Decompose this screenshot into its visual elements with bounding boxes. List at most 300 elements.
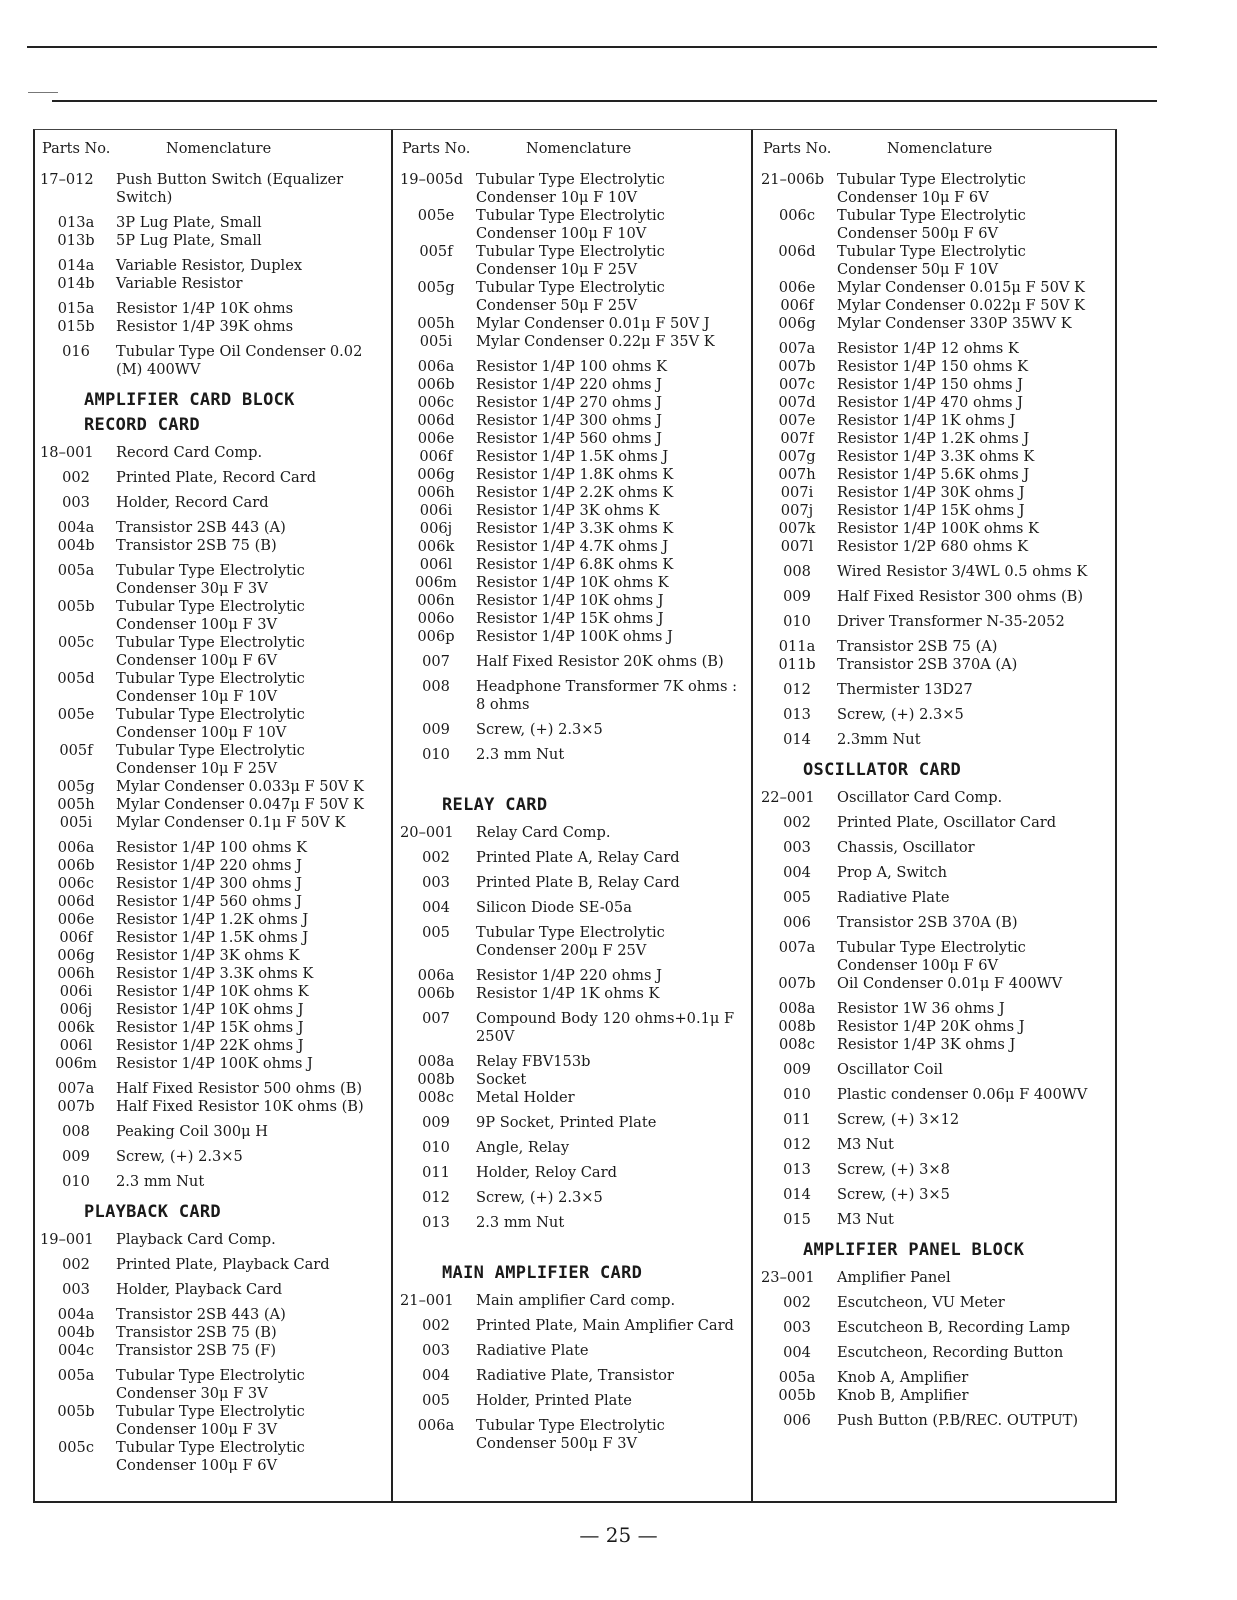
part-row (757, 340, 1113, 358)
part-nomenclature: Mylar Condenser 0.22μ F 35V K (476, 333, 715, 350)
part-row (396, 1342, 751, 1360)
part-nomenclature: Peaking Coil 300μ H (116, 1123, 269, 1140)
part-nomenclature: Resistor 1/4P 3K ohms J (837, 1036, 1016, 1053)
part-row (396, 899, 751, 917)
part-row (36, 598, 386, 634)
part-number: 007a (778, 340, 816, 357)
part-number: 006d (417, 412, 455, 429)
part-row (757, 1211, 1113, 1229)
part-group (757, 1412, 1113, 1430)
part-nomenclature: Tubular Type Oil Condenser 0.02 (M) 400WV (116, 343, 363, 378)
part-row (396, 1164, 751, 1182)
part-nomenclature: Record Card Comp. (116, 444, 263, 461)
part-nomenclature: Escutcheon, Recording Button (837, 1344, 1064, 1361)
part-row (36, 494, 386, 512)
part-row (757, 1294, 1113, 1312)
part-nomenclature: 2.3mm Nut (837, 731, 921, 748)
part-nomenclature: Screw, (+) 3×12 (837, 1111, 960, 1128)
part-number: 010 (422, 746, 450, 763)
part-number: 004 (422, 1367, 450, 1384)
part-group (396, 653, 751, 671)
part-row (757, 538, 1113, 556)
part-number: 005e (417, 207, 455, 224)
part-number: 006b (417, 376, 455, 393)
part-number: 006c (57, 875, 95, 892)
part-nomenclature: Printed Plate, Main Amplifier Card (476, 1317, 734, 1334)
part-number: 007 (422, 1010, 450, 1027)
part-row (757, 279, 1113, 297)
part-row (396, 985, 751, 1003)
part-row (757, 681, 1113, 699)
part-number: 013a (57, 214, 95, 231)
part-number: 005a (57, 1367, 95, 1384)
part-row (36, 742, 386, 778)
part-nomenclature: Resistor 1/4P 4.7K ohms J (476, 538, 669, 555)
part-nomenclature: Resistor 1/4P 300 ohms J (476, 412, 662, 429)
part-number: 011a (778, 638, 816, 655)
part-row (757, 1161, 1113, 1179)
part-nomenclature: Resistor 1/4P 6.8K ohms K (476, 556, 674, 573)
part-number: 006d (778, 243, 816, 260)
part-number: 010 (783, 1086, 811, 1103)
part-nomenclature: Resistor 1/4P 3.3K ohms K (116, 965, 314, 982)
part-row (36, 275, 386, 293)
part-group (36, 562, 386, 832)
part-row (396, 556, 751, 574)
part-group (757, 814, 1113, 832)
part-nomenclature: Resistor 1/4P 10K ohms K (476, 574, 669, 591)
header-nomenclature: Nomenclature (526, 141, 632, 157)
part-row (36, 469, 386, 487)
part-nomenclature: Mylar Condenser 0.047μ F 50V K (116, 796, 364, 813)
part-row (396, 412, 751, 430)
part-number: 005 (422, 924, 450, 941)
part-row (36, 1403, 386, 1439)
part-number: 007b (778, 975, 816, 992)
part-number: 006c (778, 207, 816, 224)
part-nomenclature: Prop A, Switch (837, 864, 947, 881)
part-nomenclature: Resistor 1/4P 100K ohms K (837, 520, 1039, 537)
part-row (396, 592, 751, 610)
part-number: 005b (57, 598, 95, 615)
part-group (757, 613, 1113, 631)
part-nomenclature: Tubular Type Electrolytic Condenser 30μ F 3V (116, 1367, 305, 1402)
part-row (36, 519, 386, 537)
part-nomenclature: 9P Socket, Printed Plate (476, 1114, 657, 1131)
part-number: 008 (422, 678, 450, 695)
part-nomenclature: Resistor 1/4P 220 ohms J (476, 376, 662, 393)
part-number: 17–012 (40, 171, 94, 188)
part-nomenclature: Tubular Type Electrolytic Condenser 500μ F 6V (837, 207, 1026, 242)
part-number: 006m (415, 574, 457, 591)
part-number: 007e (778, 412, 816, 429)
part-row (396, 1392, 751, 1410)
section-heading: AMPLIFIER CARD BLOCK (84, 390, 295, 410)
part-number: 011 (422, 1164, 450, 1181)
part-number: 009 (422, 1114, 450, 1131)
part-nomenclature: Resistor 1/4P 3K ohms K (476, 502, 660, 519)
part-row (396, 430, 751, 448)
part-row (757, 1412, 1113, 1430)
part-row (757, 1269, 1113, 1287)
part-row (757, 1036, 1113, 1054)
part-row (396, 610, 751, 628)
part-row (36, 965, 386, 983)
part-row (396, 358, 751, 376)
part-nomenclature: Resistor 1/4P 1.5K ohms J (116, 929, 309, 946)
part-number: 005a (57, 562, 95, 579)
part-number: 009 (783, 588, 811, 605)
part-number: 004a (57, 1306, 95, 1323)
part-row (396, 1071, 751, 1089)
part-group (396, 1317, 751, 1335)
part-group (36, 1173, 386, 1191)
part-row (757, 975, 1113, 993)
part-nomenclature: Oscillator Coil (837, 1061, 943, 1078)
part-nomenclature: Tubular Type Electrolytic Condenser 100μ F 6V (116, 634, 305, 669)
part-number: 006 (783, 1412, 811, 1429)
part-number: 006n (417, 592, 455, 609)
part-number: 003 (783, 1319, 811, 1336)
part-nomenclature: Screw, (+) 3×5 (837, 1186, 950, 1203)
part-nomenclature: M3 Nut (837, 1136, 894, 1153)
part-number: 006g (778, 315, 816, 332)
part-group (36, 171, 386, 207)
part-nomenclature: Mylar Condenser 330P 35WV K (837, 315, 1072, 332)
part-row (36, 318, 386, 336)
part-number: 007d (778, 394, 816, 411)
part-nomenclature: Transistor 2SB 75 (B) (116, 1324, 277, 1341)
part-group (757, 706, 1113, 724)
header-nomenclature: Nomenclature (887, 141, 993, 157)
part-number: 002 (62, 469, 90, 486)
part-row (757, 1018, 1113, 1036)
part-row (396, 653, 751, 671)
part-group (396, 1417, 751, 1453)
part-nomenclature: Transistor 2SB 443 (A) (116, 1306, 286, 1323)
part-row (36, 929, 386, 947)
part-number: 009 (422, 721, 450, 738)
part-nomenclature: Screw, (+) 2.3×5 (116, 1148, 243, 1165)
part-number: 006m (55, 1055, 97, 1072)
part-number: 005h (417, 315, 455, 332)
part-row (757, 502, 1113, 520)
part-nomenclature: Headphone Transformer 7K ohms : 8 ohms (476, 678, 738, 713)
part-number: 006k (417, 538, 455, 555)
part-number: 003 (422, 874, 450, 891)
part-number: 005d (57, 670, 95, 687)
part-nomenclature: Transistor 2SB 75 (A) (837, 638, 998, 655)
part-row (36, 232, 386, 250)
part-nomenclature: Radiative Plate (476, 1342, 589, 1359)
part-number: 23–001 (761, 1269, 815, 1286)
part-row (36, 1342, 386, 1360)
part-nomenclature: 2.3 mm Nut (476, 746, 565, 763)
part-row (396, 1189, 751, 1207)
part-nomenclature: Knob A, Amplifier (837, 1369, 969, 1386)
part-row (36, 814, 386, 832)
part-number: 014 (783, 1186, 811, 1203)
part-number: 003 (783, 839, 811, 856)
part-group (757, 939, 1113, 993)
part-nomenclature: Resistor 1/4P 3.3K ohms K (837, 448, 1035, 465)
part-group (396, 1342, 751, 1360)
part-nomenclature: Resistor 1/4P 5.6K ohms J (837, 466, 1030, 483)
part-row (36, 706, 386, 742)
part-row (396, 967, 751, 985)
page-number: — 25 — (579, 1523, 658, 1547)
part-row (36, 670, 386, 706)
part-group (757, 1086, 1113, 1104)
part-group (396, 1164, 751, 1182)
part-group (36, 1231, 386, 1249)
part-row (36, 983, 386, 1001)
part-row (36, 1055, 386, 1073)
part-nomenclature: Tubular Type Electrolytic Condenser 100μ F 6V (116, 1439, 305, 1474)
part-number: 010 (62, 1173, 90, 1190)
part-row (757, 563, 1113, 581)
part-number: 008b (417, 1071, 455, 1088)
part-row (396, 315, 751, 333)
part-row (396, 207, 751, 243)
part-group (396, 1053, 751, 1107)
section-heading: RELAY CARD (442, 795, 548, 815)
part-number: 008a (417, 1053, 455, 1070)
part-row (396, 520, 751, 538)
part-row (757, 484, 1113, 502)
part-number: 005e (57, 706, 95, 723)
part-row (396, 1417, 751, 1453)
part-nomenclature: Resistor 1/4P 1K ohms J (837, 412, 1016, 429)
part-number: 006j (59, 1001, 93, 1018)
part-nomenclature: Resistor 1/4P 1.5K ohms J (476, 448, 669, 465)
part-group (757, 1294, 1113, 1312)
part-number: 18–001 (40, 444, 94, 461)
part-number: 007g (778, 448, 816, 465)
part-nomenclature: Resistor 1/4P 3.3K ohms K (476, 520, 674, 537)
part-row (396, 574, 751, 592)
part-nomenclature: Screw, (+) 3×8 (837, 1161, 950, 1178)
part-nomenclature: Half Fixed Resistor 500 ohms (B) (116, 1080, 363, 1097)
part-row (396, 824, 751, 842)
part-number: 003 (422, 1342, 450, 1359)
part-nomenclature: Printed Plate B, Relay Card (476, 874, 680, 891)
part-nomenclature: Resistor 1/4P 3K ohms K (116, 947, 300, 964)
part-nomenclature: Resistor 1/4P 15K ohms J (116, 1019, 304, 1036)
part-row (36, 171, 386, 207)
part-number: 002 (783, 814, 811, 831)
part-nomenclature: Resistor 1/4P 20K ohms J (837, 1018, 1025, 1035)
part-number: 006a (417, 358, 455, 375)
part-row (36, 1037, 386, 1055)
part-nomenclature: Resistor 1/4P 220 ohms J (116, 857, 302, 874)
part-group (36, 300, 386, 336)
part-row (396, 1089, 751, 1107)
part-group (396, 171, 751, 351)
part-group (757, 731, 1113, 749)
part-nomenclature: Escutcheon B, Recording Lamp (837, 1319, 1071, 1336)
part-number: 006k (57, 1019, 95, 1036)
part-row (757, 297, 1113, 315)
part-row (757, 376, 1113, 394)
part-number: 006h (417, 484, 455, 501)
part-number: 004 (783, 864, 811, 881)
part-row (757, 814, 1113, 832)
part-number: 006l (419, 556, 453, 573)
header-parts-no: Parts No. (42, 141, 111, 157)
part-group (396, 1189, 751, 1207)
parts-column-2 (396, 132, 751, 1500)
part-group (396, 1392, 751, 1410)
part-nomenclature: Resistor 1/4P 100K ohms J (476, 628, 673, 645)
part-row (757, 1369, 1113, 1387)
part-nomenclature: Resistor 1/4P 22K ohms J (116, 1037, 304, 1054)
part-row (396, 538, 751, 556)
part-number: 003 (62, 1281, 90, 1298)
part-nomenclature: Radiative Plate, Transistor (476, 1367, 674, 1384)
part-number: 002 (422, 1317, 450, 1334)
part-group (396, 1139, 751, 1157)
part-number: 006g (417, 466, 455, 483)
part-nomenclature: Socket (476, 1071, 527, 1088)
column-header (396, 134, 751, 164)
part-row (36, 1001, 386, 1019)
part-number: 007b (57, 1098, 95, 1115)
part-row (757, 412, 1113, 430)
part-nomenclature: Holder, Reloy Card (476, 1164, 617, 1181)
part-row (757, 448, 1113, 466)
part-row (36, 839, 386, 857)
part-nomenclature: Tubular Type Electrolytic Condenser 10μ F 6V (837, 171, 1026, 206)
part-nomenclature: Playback Card Comp. (116, 1231, 276, 1248)
part-nomenclature: Resistor 1/4P 470 ohms J (837, 394, 1023, 411)
part-row (36, 1281, 386, 1299)
part-row (396, 746, 751, 764)
part-group (757, 588, 1113, 606)
part-row (396, 448, 751, 466)
part-row (396, 484, 751, 502)
part-nomenclature: Resistor 1/4P 1.2K ohms J (837, 430, 1030, 447)
part-row (36, 1173, 386, 1191)
part-number: 015b (57, 318, 95, 335)
section-spacer (396, 764, 751, 784)
part-number: 006f (780, 297, 814, 314)
part-number: 008c (417, 1089, 455, 1106)
part-nomenclature: Resistor 1/4P 1.8K ohms K (476, 466, 674, 483)
part-row (757, 889, 1113, 907)
part-number: 016 (62, 343, 90, 360)
part-row (757, 1111, 1113, 1129)
part-row (757, 1344, 1113, 1362)
part-group (36, 1080, 386, 1116)
part-number: 005i (59, 814, 93, 831)
part-number: 006f (59, 929, 93, 946)
part-row (757, 430, 1113, 448)
part-nomenclature: Transistor 2SB 443 (A) (116, 519, 286, 536)
part-number: 006o (417, 610, 455, 627)
part-nomenclature: Holder, Playback Card (116, 1281, 283, 1298)
part-nomenclature: Plastic condenser 0.06μ F 400WV (837, 1086, 1088, 1103)
part-row (36, 300, 386, 318)
part-nomenclature: Variable Resistor (116, 275, 243, 292)
part-row (396, 1139, 751, 1157)
part-row (36, 444, 386, 462)
part-number: 009 (783, 1061, 811, 1078)
part-nomenclature: Tubular Type Electrolytic Condenser 10μ F 25V (116, 742, 305, 777)
section-heading: AMPLIFIER PANEL BLOCK (803, 1240, 1025, 1260)
part-nomenclature: Push Button (P.B/REC. OUTPUT) (837, 1412, 1079, 1429)
part-number: 008a (778, 1000, 816, 1017)
part-number: 007a (778, 939, 816, 956)
section-heading: MAIN AMPLIFIER CARD (442, 1263, 643, 1283)
part-row (36, 778, 386, 796)
part-row (757, 520, 1113, 538)
part-number: 006d (57, 893, 95, 910)
part-row (396, 1317, 751, 1335)
part-number: 006i (419, 502, 453, 519)
part-nomenclature: Resistor 1/4P 150 ohms J (837, 376, 1023, 393)
part-nomenclature: Tubular Type Electrolytic Condenser 200μ F 25V (476, 924, 665, 959)
part-nomenclature: Escutcheon, VU Meter (837, 1294, 1005, 1311)
part-row (396, 628, 751, 646)
part-number: 19–005d (400, 171, 464, 188)
part-row (36, 875, 386, 893)
part-number: 005b (57, 1403, 95, 1420)
part-number: 006a (417, 1417, 455, 1434)
part-number: 007j (780, 502, 814, 519)
part-row (396, 333, 751, 351)
part-row (757, 1319, 1113, 1337)
part-nomenclature: Tubular Type Electrolytic Condenser 100μ F 10V (116, 706, 305, 741)
part-row (396, 279, 751, 315)
part-row (757, 839, 1113, 857)
part-nomenclature: Radiative Plate (837, 889, 950, 906)
part-row (36, 1019, 386, 1037)
part-nomenclature: Tubular Type Electrolytic Condenser 100μ F 3V (116, 598, 305, 633)
part-row (396, 874, 751, 892)
part-number: 007l (780, 538, 814, 555)
part-row (36, 1367, 386, 1403)
column-divider (751, 130, 753, 1502)
part-row (36, 1123, 386, 1141)
part-nomenclature: Resistor 1/4P 100 ohms K (116, 839, 308, 856)
part-row (36, 562, 386, 598)
part-number: 011b (778, 656, 816, 673)
part-nomenclature: Resistor 1/4P 560 ohms J (116, 893, 302, 910)
part-group (396, 967, 751, 1003)
part-number: 005 (422, 1392, 450, 1409)
part-nomenclature: Variable Resistor, Duplex (116, 257, 303, 274)
part-number: 007i (780, 484, 814, 501)
part-number: 20–001 (400, 824, 454, 841)
column-header (36, 134, 386, 164)
part-nomenclature: Tubular Type Electrolytic Condenser 100μ F 3V (116, 1403, 305, 1438)
part-nomenclature: Mylar Condenser 0.022μ F 50V K (837, 297, 1085, 314)
part-row (757, 171, 1113, 207)
part-row (36, 343, 386, 379)
part-number: 005c (57, 1439, 95, 1456)
part-row (757, 466, 1113, 484)
part-row (396, 678, 751, 714)
part-group (36, 257, 386, 293)
part-nomenclature: Compound Body 120 ohms+0.1μ F 250V (476, 1010, 735, 1045)
part-number: 006e (57, 911, 95, 928)
part-nomenclature: Printed Plate, Playback Card (116, 1256, 330, 1273)
part-nomenclature: Resistor 1/4P 100 ohms K (476, 358, 668, 375)
part-number: 006l (59, 1037, 93, 1054)
part-row (757, 1086, 1113, 1104)
part-row (36, 1148, 386, 1166)
